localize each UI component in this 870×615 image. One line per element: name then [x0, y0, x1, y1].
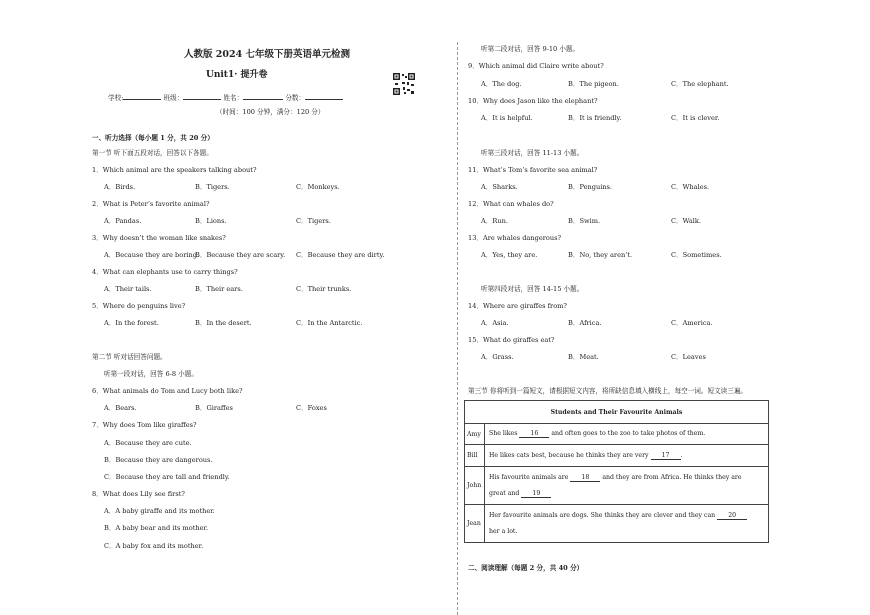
table-title: Students and Their Favourite Animals [465, 401, 769, 424]
table-row [465, 445, 769, 467]
school-label: 学校: [108, 94, 124, 102]
option[interactable]: A．It is helpful. [481, 114, 533, 122]
answer-blank[interactable]: 20 [717, 512, 747, 520]
question-text: 7．Why does Tom like giraffes? [92, 421, 197, 429]
part3-intro: 第三节 你将听到一篇短文，请根据短文内容，将所缺信息填入横线上，每空一词。短文读三遍。 [468, 387, 748, 395]
question-text: 15．What do giraffes eat? [468, 336, 555, 344]
option[interactable]: A．Run. [481, 217, 508, 225]
column-divider [457, 42, 458, 615]
question-text: 14．Where are giraffes from? [468, 302, 567, 310]
option[interactable]: A．Pandas. [104, 217, 142, 225]
option[interactable]: C．In the Antarctic. [296, 319, 363, 327]
row-text: His favourite animals are 18 and they are from Africa. He thinks they are great and 19 [485, 467, 769, 505]
option[interactable]: B．Lions. [195, 217, 227, 225]
question-text: 5．Where do penguins live? [92, 302, 186, 310]
option[interactable]: B．Swim. [568, 217, 601, 225]
name-field[interactable] [243, 93, 283, 100]
option[interactable]: C．A baby fox and its mother. [104, 542, 204, 550]
question-text: 11．What’s Tom’s favorite sea animal? [468, 166, 598, 174]
name-label: 姓名： [223, 94, 244, 102]
option[interactable]: C．Because they are tall and friendly. [104, 473, 230, 481]
row-text: Her favourite animals are dogs. She thinks they are clever and they can 20 her a lot. [485, 505, 769, 543]
question-text: 8．What does Lily see first? [92, 490, 185, 498]
score-label: 分数： [285, 94, 306, 102]
table-row [465, 424, 769, 445]
answer-blank[interactable]: 18 [570, 474, 600, 482]
question-text: 2．What is Peter’s favorite animal? [92, 200, 210, 208]
option[interactable]: C．It is clever. [671, 114, 720, 122]
option[interactable]: A．The dog. [481, 80, 522, 88]
option[interactable]: B．Africa. [568, 319, 602, 327]
option[interactable]: A．Grass. [481, 353, 514, 361]
question-text: 6．What animals do Tom and Lucy both like? [92, 387, 243, 395]
row-text: He likes cats best, because he thinks they are very 17 . [485, 445, 769, 467]
part1-intro: 第一节 听下面五段对话，回答以下各题。 [92, 149, 213, 157]
question-text: 3．Why doesn’t the woman like snakes? [92, 234, 226, 242]
option[interactable]: B．It is friendly. [568, 114, 622, 122]
option[interactable]: C．Monkeys. [296, 183, 340, 191]
question-text: 9．Which animal did Claire write about? [468, 62, 604, 70]
option[interactable]: C．Foxes [296, 404, 327, 412]
option[interactable]: B．Meat. [568, 353, 599, 361]
question-text: 12．What can whales do? [468, 200, 554, 208]
question-text: 13．Are whales dangerous? [468, 234, 562, 242]
option[interactable]: B．Because they are dangerous. [104, 456, 213, 464]
option[interactable]: B．Tigers. [195, 183, 230, 191]
part2-sub3: 听第三段对话，回答 11-13 小题。 [481, 149, 584, 157]
option[interactable]: B．Penguins. [568, 183, 613, 191]
exam-subtitle: Unit1· 提升卷 [206, 70, 268, 80]
student-name: John [465, 467, 485, 505]
section1-heading: 一、听力选择（每小题 1 分，共 20 分） [92, 134, 214, 142]
table-row [465, 505, 769, 543]
exam-time-note: （时间：100 分钟，满分：120 分） [216, 108, 325, 116]
table-row [465, 467, 769, 505]
option[interactable]: B．The pigeon. [568, 80, 619, 88]
score-field[interactable] [305, 93, 343, 100]
student-info-line [108, 93, 343, 102]
option[interactable]: B．In the desert. [195, 319, 252, 327]
student-name: Jean [465, 505, 485, 543]
exam-title: 人教版 2024 七年级下册英语单元检测 [184, 49, 351, 60]
option[interactable]: C．America. [671, 319, 713, 327]
option[interactable]: A．Because they are boring. [104, 251, 200, 259]
option[interactable]: C．Whales. [671, 183, 710, 191]
class-label: 班级： [163, 94, 184, 102]
option[interactable]: C．The elephant. [671, 80, 729, 88]
question-text: 4．What can elephants use to carry things? [92, 268, 238, 276]
section2-heading: 二、阅读理解（每题 2 分，共 40 分） [468, 564, 584, 572]
option[interactable]: A．Sharks. [481, 183, 518, 191]
school-field[interactable] [123, 93, 161, 100]
answer-blank[interactable]: 19 [521, 490, 551, 498]
class-field[interactable] [183, 93, 221, 100]
option[interactable]: C．Because they are dirty. [296, 251, 385, 259]
option[interactable]: C．Leaves [671, 353, 706, 361]
option[interactable]: A．Asia. [481, 319, 509, 327]
option[interactable]: A．Bears. [104, 404, 137, 412]
student-name: Amy [465, 424, 485, 445]
part2-sub1: 听第一段对话，回答 6-8 小题。 [104, 370, 198, 378]
student-name: Bill [465, 445, 485, 467]
option[interactable]: B．Because they are scary. [195, 251, 286, 259]
option[interactable]: B．A baby bear and its mother. [104, 524, 209, 532]
question-text: 1．Which animal are the speakers talking about? [92, 166, 257, 174]
qr-code-icon [393, 73, 415, 95]
option[interactable]: A．In the forest. [104, 319, 159, 327]
option[interactable]: A．Their tails. [104, 285, 152, 293]
option[interactable]: C．Their trunks. [296, 285, 352, 293]
question-text: 10．Why does Jason like the elephant? [468, 97, 598, 105]
part2-sub4: 听第四段对话，回答 14-15 小题。 [481, 285, 584, 293]
option[interactable]: B．Their ears. [195, 285, 243, 293]
option[interactable]: A．Birds. [104, 183, 136, 191]
option[interactable]: A．Yes, they are. [481, 251, 538, 259]
row-text: She likes 16 and often goes to the zoo to take photos of them. [485, 424, 769, 445]
fill-in-table [464, 400, 769, 543]
option[interactable]: B．No, they aren’t. [568, 251, 633, 259]
option[interactable]: C．Walk. [671, 217, 701, 225]
part2-intro: 第二节 听对话回答问题。 [92, 353, 167, 361]
option[interactable]: C．Tigers. [296, 217, 331, 225]
option[interactable]: B．Giraffes [195, 404, 233, 412]
part2-sub2: 听第二段对话，回答 9-10 小题。 [481, 45, 580, 53]
option[interactable]: C．Sometimes. [671, 251, 722, 259]
option[interactable]: A．A baby giraffe and its mother. [104, 507, 215, 515]
answer-blank[interactable]: 17 [651, 452, 681, 460]
answer-blank[interactable]: 16 [519, 430, 549, 438]
option[interactable]: A．Because they are cute. [104, 439, 192, 447]
